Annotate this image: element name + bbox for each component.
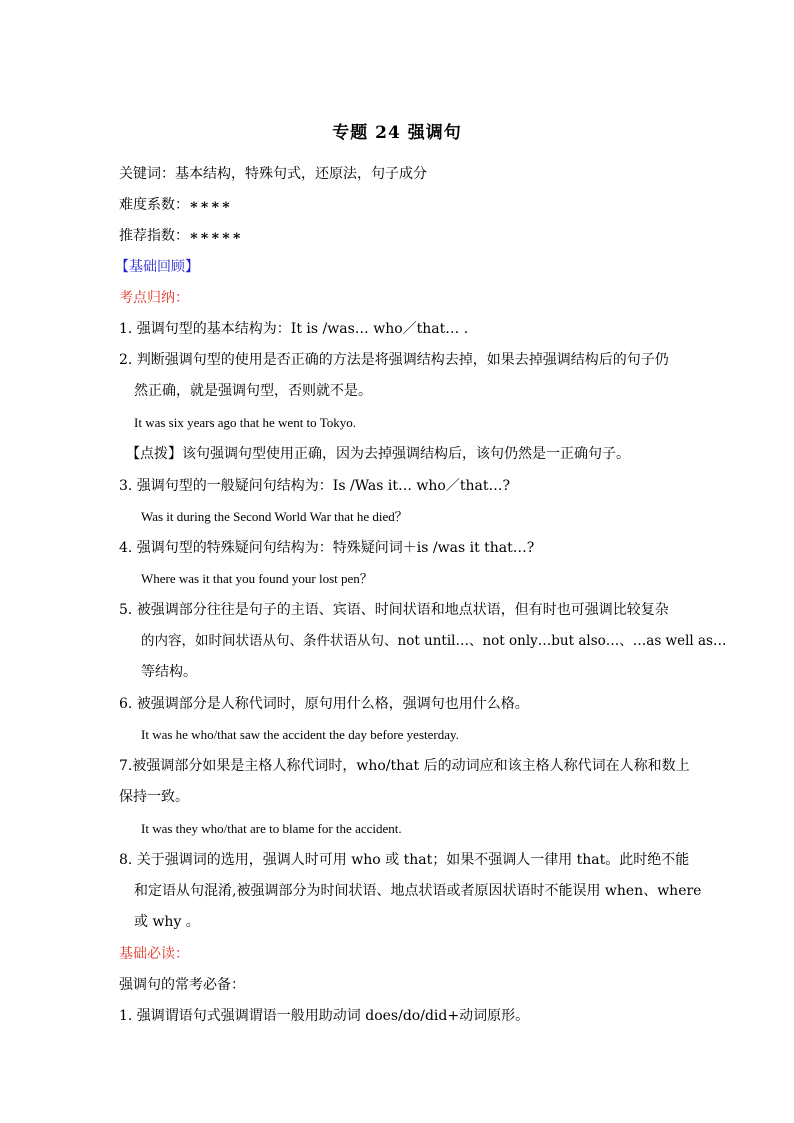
point-7-example: It was they who/that are to blame for the accident. [141,821,402,836]
point-8-line-1: 8. 关于强调词的选用，强调人时可用 who 或 that；如果不强调人一律用 that。此时绝不能 [119,852,690,868]
recommend-line [119,226,242,246]
point-4: 4. 强调句型的特殊疑问句结构为：特殊疑问词＋is /was it that…? [119,540,535,556]
difficulty-stars: ∗∗∗∗ [189,197,232,213]
point-3: 3. 强调句型的一般疑问句结构为：Is /Was it… who／that…? [119,478,510,494]
point-1: 1. 强调句型的基本结构为：It is /was… who／that… . [119,321,469,337]
reading-intro: 强调句的常考必备： [119,977,245,993]
keywords-line: 关键词：基本结构，特殊句式，还原法，句子成分 [119,166,427,182]
point-5-line-1: 5. 被强调部分往往是句子的主语、宾语、时间状语和地点状语，但有时也可强调比较复杂 [119,602,669,618]
point-5-line-3: 等结构。 [141,664,197,680]
point-2-line-1: 2. 判断强调句型的使用是否正确的方法是将强调结构去掉，如果去掉强调结构后的句子仍 [119,352,669,368]
difficulty-label: 难度系数： [119,197,189,213]
section-heading-points: 考点归纳： [119,290,189,306]
point-7-line-2: 保持一致。 [119,789,189,805]
point-7-line-1: 7.被强调部分如果是主格人称代词时，who/that 后的动词应和该主格人称代词在人称和数上 [119,758,690,774]
reading-item-1: 1. 强调谓语句式强调谓语一般用助动词 does/do/did+动词原形。 [119,1008,530,1024]
recommend-stars: ∗∗∗∗∗ [189,228,243,244]
point-4-example: Where was it that you found your lost pen？ [141,571,373,586]
recommend-label: 推荐指数： [119,228,189,244]
point-2-line-2: 然正确，就是强调句型，否则就不是。 [134,383,372,399]
point-2-tip: 【点拨】该句强调句型使用正确，因为去掉强调结构后，该句仍然是一正确句子。 [126,446,630,462]
point-6-example: It was he who/that saw the accident the day before yesterday. [141,727,459,742]
point-3-example: Was it during the Second World War that he died？ [141,509,408,524]
point-5-line-2: 的内容，如时间状语从句、条件状语从句、not until…、not only…but also…、…as well as… [141,633,727,649]
section-heading-reading: 基础必读： [119,946,189,962]
point-2-example: It was six years ago that he went to Tokyo. [134,415,356,430]
page-title: 专题 24 强调句 [332,123,462,143]
point-8-line-3: 或 why 。 [134,914,200,930]
section-heading-basic: 【基础回顾】 [115,259,199,275]
point-8-line-2: 和定语从句混淆,被强调部分为时间状语、地点状语或者原因状语时不能误用 when、where [134,883,702,899]
point-6: 6. 被强调部分是人称代词时，原句用什么格，强调句也用什么格。 [119,696,529,712]
difficulty-line [119,195,232,215]
